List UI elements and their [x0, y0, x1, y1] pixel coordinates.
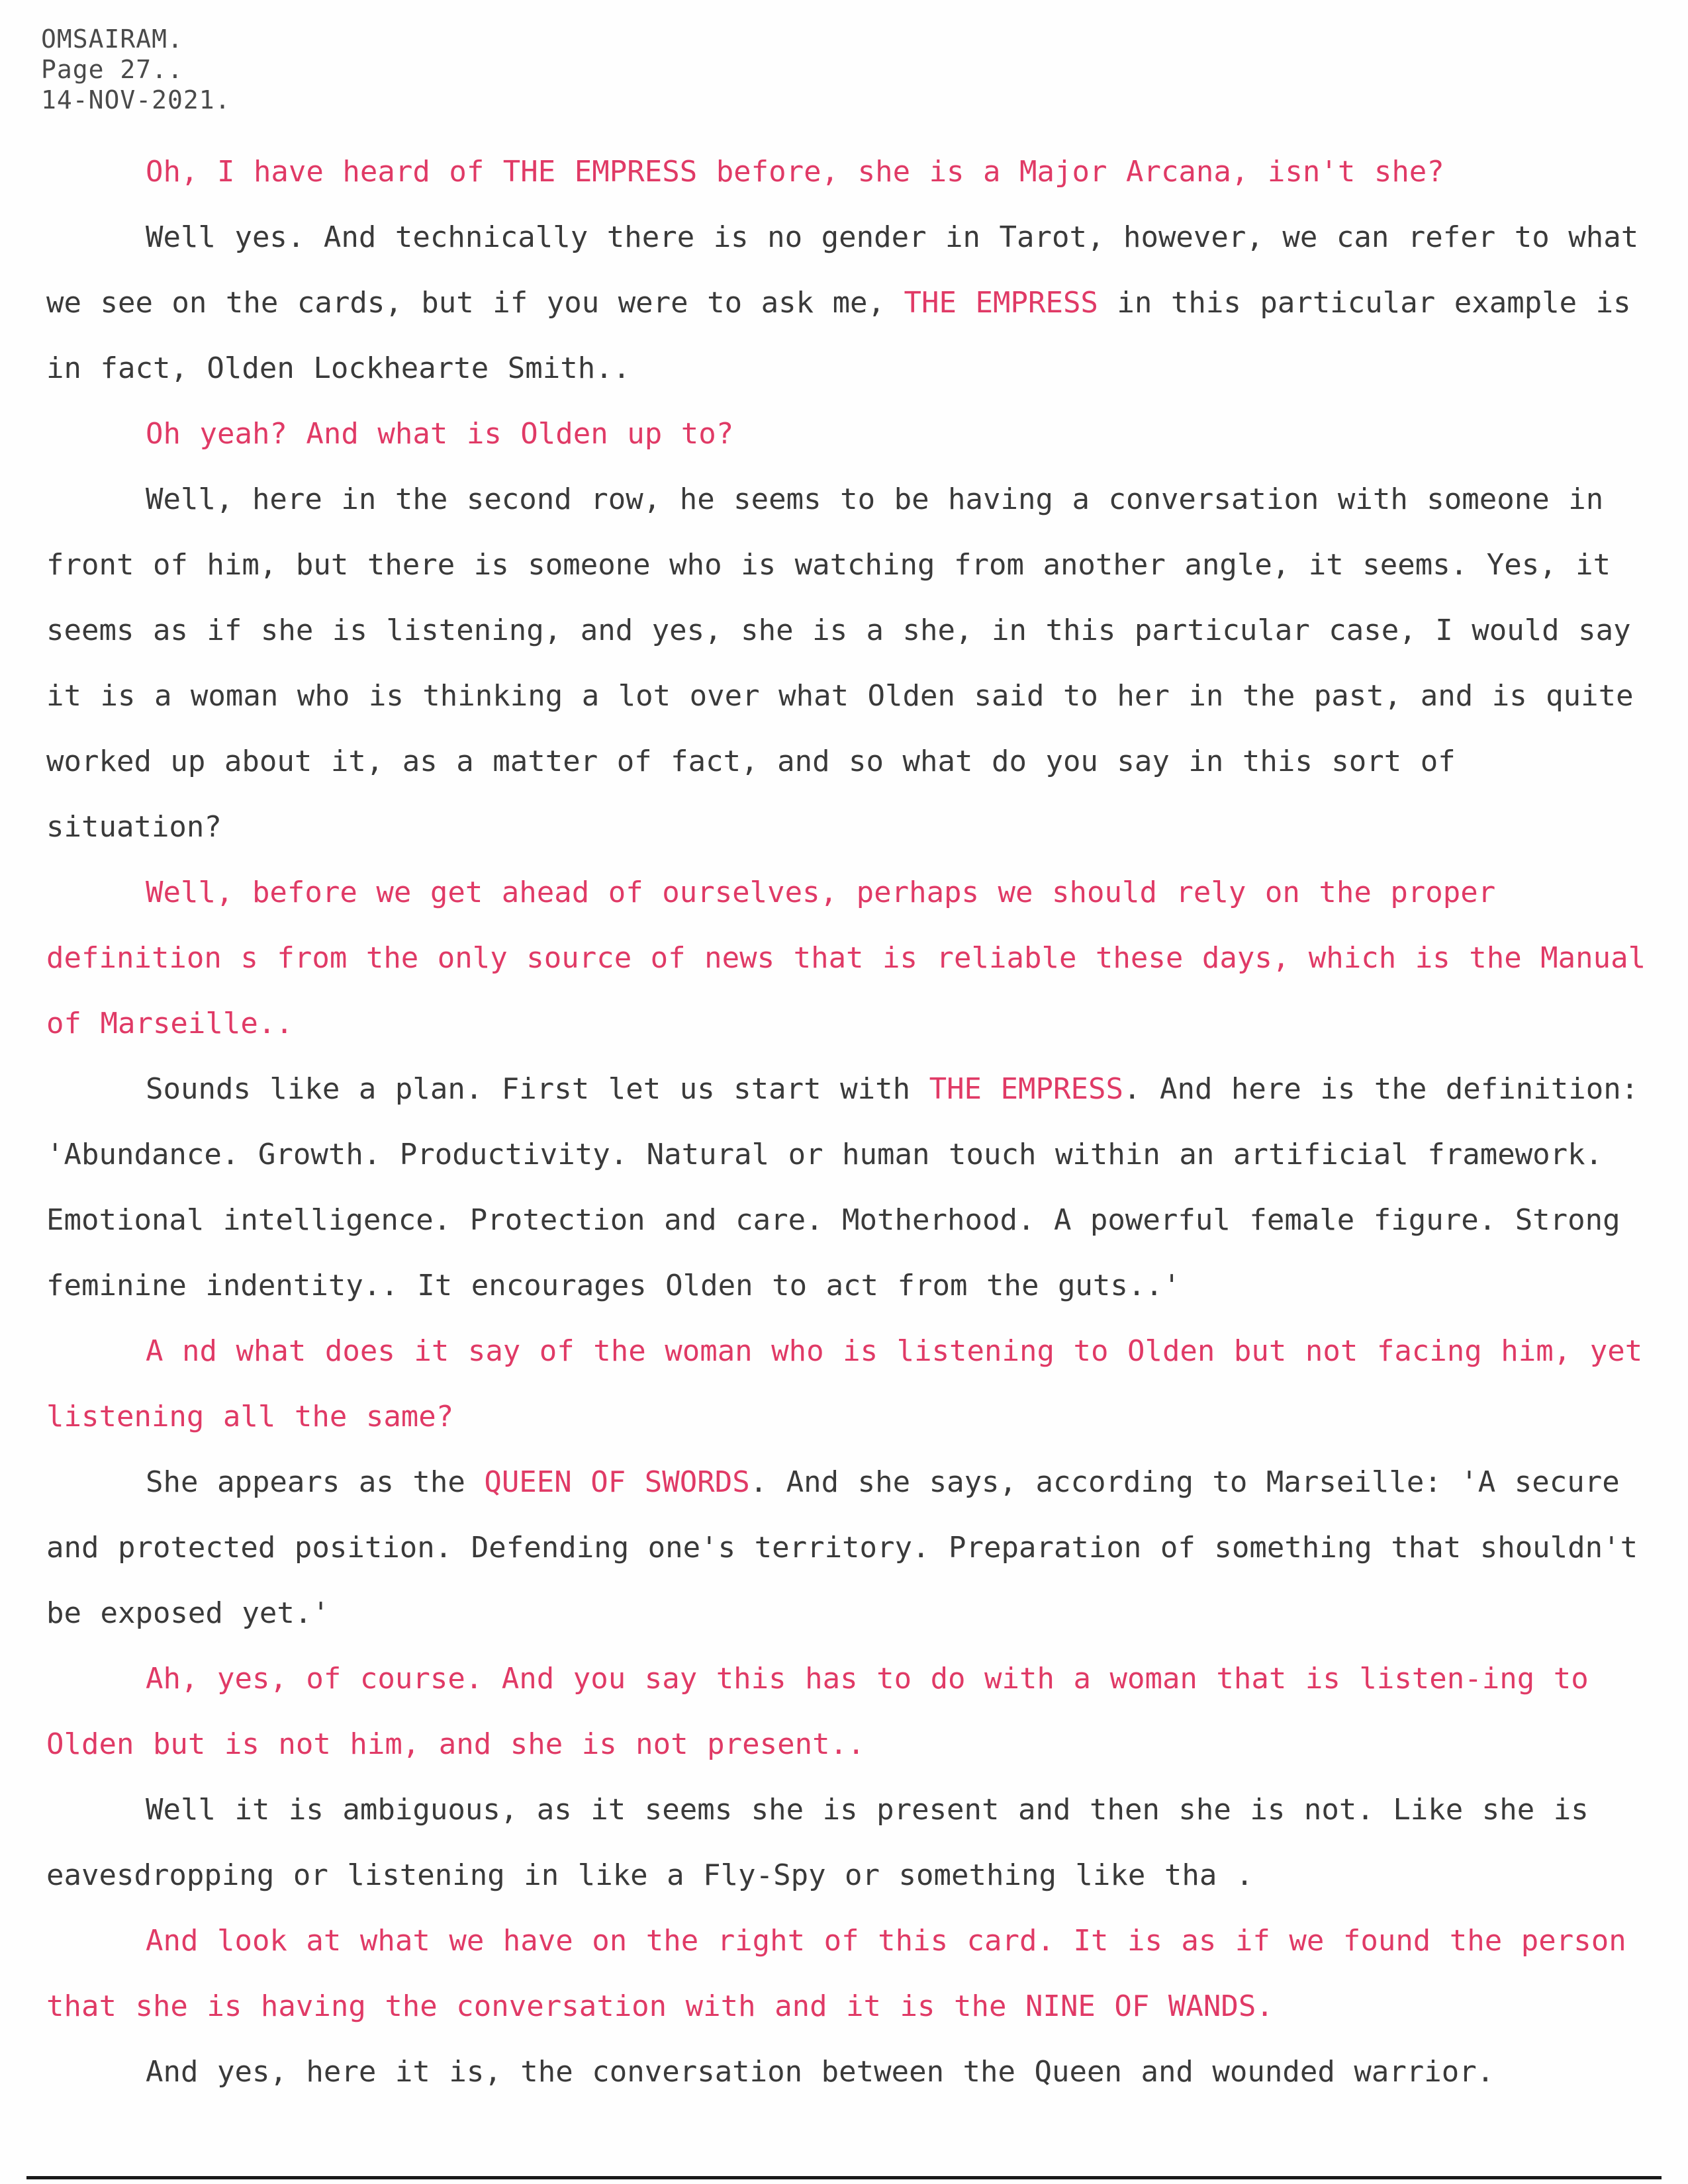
- page-body: [46, 139, 1665, 2105]
- paragraph-10: Well it is ambiguous, as it seems she is present and then she is not. Like she is eavesdropping or listening in like a Fly-Spy or something like tha .: [46, 1793, 1608, 1892]
- paragraph-8: She appears as the QUEEN OF SWORDS. And she says, according to Marseille: 'A secure and protected position. Defending one's territory. Preparation of something that shouldn't be exposed yet.': [46, 1465, 1657, 1630]
- paragraph-2: Well yes. And technically there is no gender in Tarot, however, we can refer to what we see on the cards, but if you were to ask me, THE EMPRESS in this particular example is in fact, Olden Lockhearte Smith..: [46, 220, 1658, 385]
- paragraph-3: Oh yeah? And what is Olden up to?: [146, 417, 734, 451]
- page-header: [41, 24, 231, 115]
- paragraph-6: Sounds like a plan. First let us start with THE EMPRESS. And here is the definition: 'Abundance. Growth. Productivity. Natural or human touch within an artificial framework. Emotional intelligence. Protection and care. Motherhood. A powerful female figure. Strong feminine indentity.. It encourages Olden to act from the guts..': [46, 1072, 1658, 1302]
- header-date: 14-NOV-2021.: [41, 85, 231, 114]
- header-title: OMSAIRAM.: [41, 24, 183, 54]
- paragraph-9: Ah, yes, of course. And you say this has to do with a woman that is listen-ing to Olden but is not him, and she is not present..: [46, 1662, 1608, 1761]
- tarot-card-name: THE EMPRESS: [929, 1072, 1123, 1106]
- scan-bottom-edge: [26, 2176, 1662, 2179]
- tarot-card-name: QUEEN OF SWORDS: [484, 1465, 750, 1499]
- paragraph-12: And yes, here it is, the conversation between the Queen and wounded warrior.: [146, 2055, 1495, 2089]
- paragraph-11: And look at what we have on the right of this card. It is as if we found the person that she is having the conversation with and it is the NINE OF WANDS.: [46, 1924, 1646, 2023]
- paragraph-1: Oh, I have heard of THE EMPRESS before, she is a Major Arcana, isn't she?: [146, 155, 1444, 189]
- tarot-card-name: THE EMPRESS: [904, 286, 1098, 320]
- paragraph-7: A nd what does it say of the woman who is listening to Olden but not facing him, yet listening all the same?: [46, 1334, 1662, 1433]
- paragraph-5: Well, before we get ahead of ourselves, perhaps we should rely on the proper definition s from the only source of news that is reliable these days, which is the Manual of Marseille..: [46, 876, 1665, 1040]
- header-page-number: Page 27..: [41, 55, 183, 84]
- paragraph-4: Well, here in the second row, he seems to be having a conversation with someone in front of him, but there is someone who is watching from another angle, it seems. Yes, it seems as if she is listening, and yes, she is a she, in this particular case, I would say it is a woman who is thinking a lot over what Olden said to her in the past, and is quite worked up about it, as a matter of fact, and so what do you say in this sort of situation?: [46, 482, 1653, 844]
